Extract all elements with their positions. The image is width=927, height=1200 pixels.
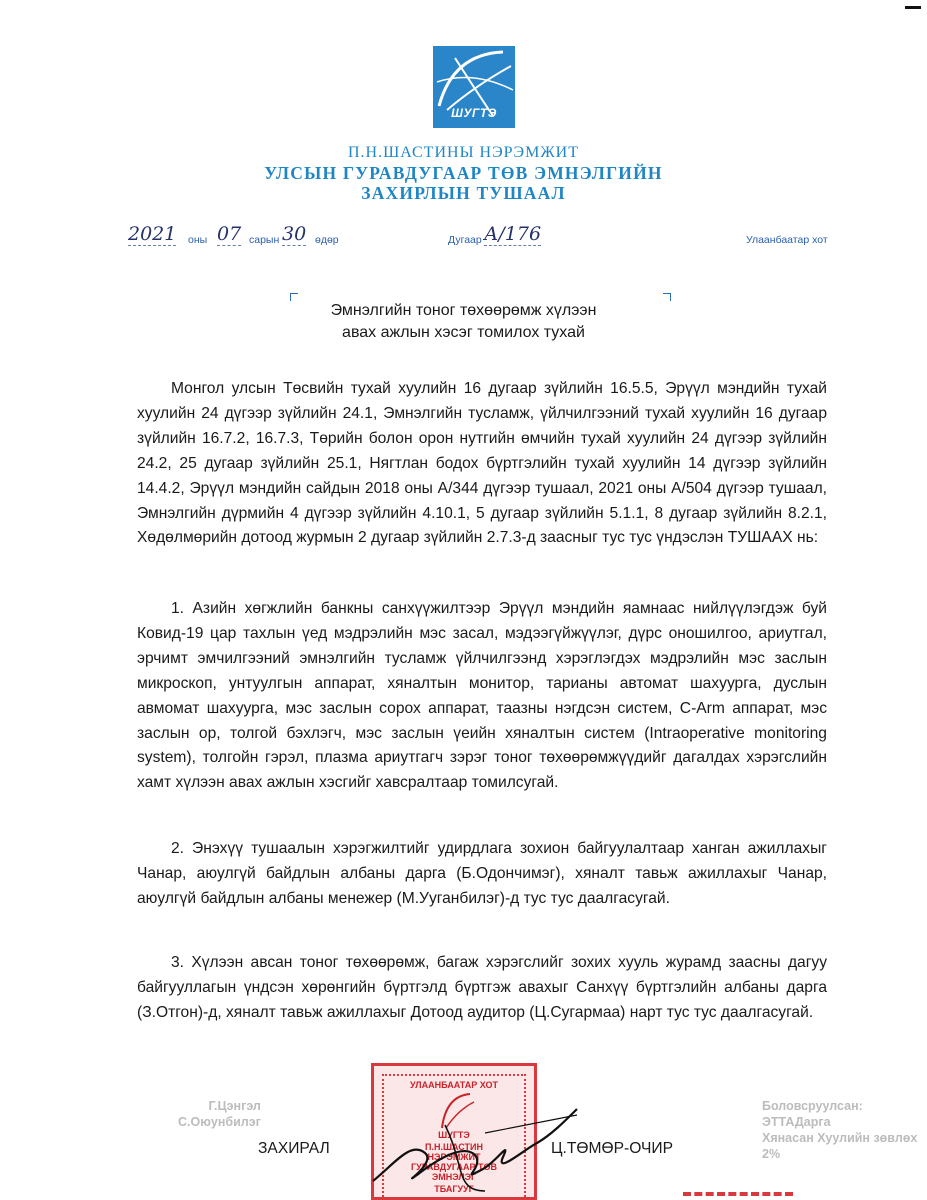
stamp-logo-text: ШУГТЭ — [438, 1130, 470, 1140]
number-label: Дугаар — [448, 234, 482, 246]
date-year: 2021 — [128, 223, 177, 245]
director-signature — [365, 1095, 580, 1200]
month-label: сарын — [249, 234, 280, 246]
stamp-line-1: П.Н.ШАСТИН — [424, 1142, 484, 1152]
faded-name-2: С.Оюунбилэг — [178, 1115, 261, 1129]
header-line-3: ЗАХИРЛЫН ТУШААЛ — [361, 183, 566, 203]
title-line-2: авах ажлын хэсэг томилох тухай — [342, 324, 585, 341]
order-item-2: 2. Энэхүү тушаалын хэрэгжилтийг удирдлага зохион байгуулалтаар ханган ажиллахыг Чанар, аюулгүй байдлын албаны дарга (Б.Одончимэг), хяналт тавьж ажиллахыг Чанар, аюулгүй байдлын албаны менежер (М.Ууганбилэг)-д тус тус даалгасугай. — [137, 840, 827, 907]
order-number: А/176 — [484, 223, 542, 245]
stamp-line-2: НЭРЭМЖИТ — [427, 1152, 481, 1162]
director-name: Ц.ТӨМӨР-ОЧИР — [551, 1140, 674, 1157]
faded-name-1: Г.Цэнгэл — [208, 1099, 261, 1113]
year-label: оны — [188, 234, 208, 246]
faded-reviewed-line: Хянасан Хуулийн зөвлөх — [762, 1131, 918, 1145]
date-month: 07 — [217, 223, 242, 245]
scan-edge-mark — [905, 6, 921, 9]
header-line-2: УЛСЫН ГУРАВДУГААР ТӨВ ЭМНЭЛГИЙН — [264, 163, 663, 183]
stamp-line-3: ГУРАВДУГААР ТӨВ — [411, 1162, 497, 1172]
day-label: өдөр — [315, 234, 339, 246]
director-title: ЗАХИРАЛ — [258, 1140, 330, 1157]
document-meta-row — [0, 223, 927, 252]
stamp-line-5: ТБАГУУГ — [434, 1184, 474, 1194]
date-day: 30 — [282, 223, 307, 245]
order-item-3: 3. Хүлээн авсан тоног төхөөрөмж, багаж хэрэгслийг зохих хууль журамд заасны дагуу байгууллагын үндсэн хөрөнгийн бүртгэлд бүртгэж авахыг Санхүү бүртгэлийн албаны дарга (З.Отгон)-д, хяналт тавьж ажиллахыг Дотоод аудитор (Ц.Сугармаа) нарт тус тус даалгасугай. — [137, 954, 827, 1021]
preamble-paragraph: Монгол улсын Төсвийн тухай хуулийн 16 дугаар зүйлийн 16.5.5, Эрүүл мэндийн тухай хуулийн 24 дүгээр зүйлийн 24.1, Эмнэлгийн тусламж, үйлчилгээний тухай хуулийн 16 дугаар зүйлийн 16.7.2, 16.7.3, Төрийн болон орон нутгийн өмчийн тухай хуулийн 24 дүгээр зүйлийн 24.2, 25 дугаар зүйлийн 25.1, Нягтлан бодох бүртгэлийн тухай хуулийн 14 дүгээр зүйлийн 14.4.2, Эрүүл мэндийн сайдын 2018 оны А/344 дүгээр тушаал, 2021 оны А/504 дүгээр тушаал, Эмнэлгийн дүрмийн 4 дүгээр зүйлийн 4.10.1, 5 дугаар зүйлийн 5.1.1, 8 дугаар зүйлийн 8.2.1, Хөдөлмөрийн дотоод журмын 2 дугаар зүйлийн 2.7.3-д заасныг тус тус үндэслэн ТУШААХ нь: — [137, 380, 827, 547]
faded-reverse-names — [178, 1098, 261, 1130]
faded-prepared-line: Боловсруулсан: ЭТТАДарга — [762, 1099, 863, 1129]
title-line-1: Эмнэлгийн тоног төхөөрөмж хүлээн — [330, 302, 597, 319]
hospital-logo — [433, 46, 515, 128]
stamp-top-text: УЛААНБААТАР ХОТ — [410, 1080, 498, 1090]
red-mark-bottom — [683, 1192, 793, 1200]
logo-text: ШУГТЭ — [451, 106, 497, 120]
document-title — [0, 300, 927, 344]
stamp-line-4: ЭМНЭЛЭГ — [431, 1172, 477, 1182]
faded-reverse-prepared — [762, 1098, 927, 1162]
faded-code-line: 2% — [762, 1147, 781, 1161]
header-line-1: П.Н.ШАСТИНЫ НЭРЭМЖИТ — [348, 144, 579, 161]
city-label: Улаанбаатар хот — [746, 234, 828, 246]
order-item-1: 1. Азийн хөгжлийн банкны санхүүжилтээр Эрүүл мэндийн яамнаас нийлүүлэгдэж буй Ковид-19 цар тахлын үед мэдрэлийн мэс засал, мэдээгүйжүүлэг, дүрс оношилгоо, ариутгал, эрчимт эмчилгээний эмнэлгийн тусламж үйлчилгээнд хэрэглэгдэх мэдрэлийн мэс заслын микроскоп, унтуулгын аппарат, хяналтын монитор, тарианы автомат шахуурга, дуслын авмомат шахуурга, мэс заслын сорох аппарат, таазны нэгдсэн систем, C-Arm аппарат, мэс заслын ор, толгой бэхлэгч, мэс заслын үеийн хяналтын систем (Intraoperative monitoring system), толгойн гэрэл, плазма ариутгагч зэрэг тоног төхөөрөмжүүдийг дагалдах хэрэгслийн хамт хүлээн авах ажлын хэсгийг хавсралтаар томилсугай. — [137, 600, 827, 792]
